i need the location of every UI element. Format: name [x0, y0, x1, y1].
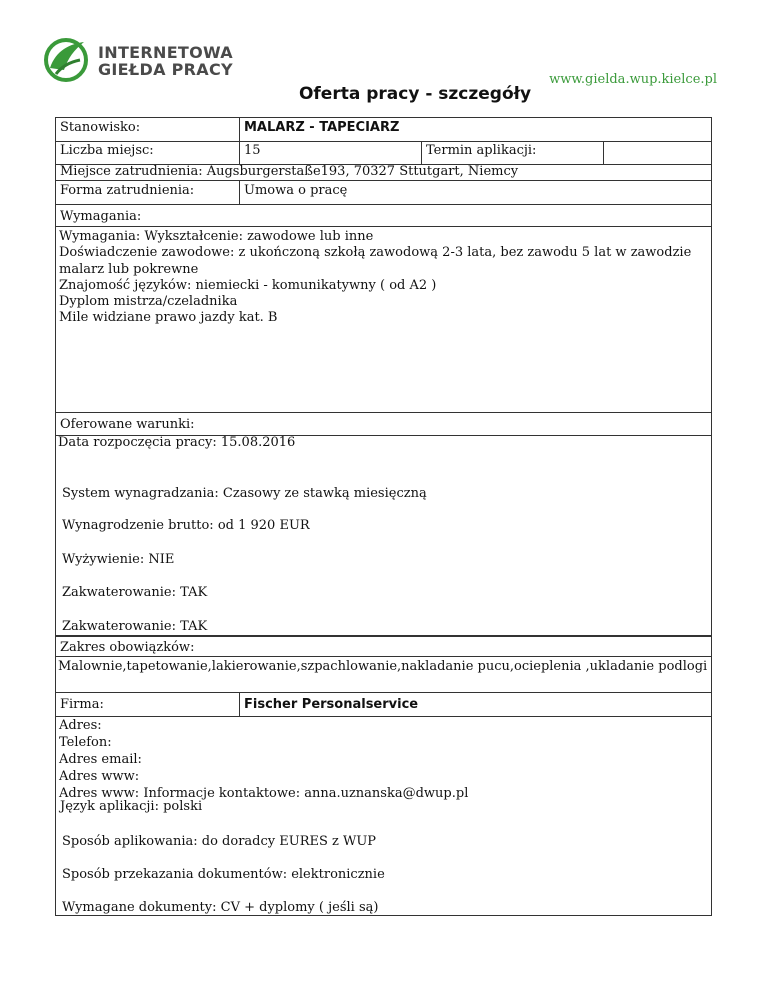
kontakt-lines	[59, 717, 468, 802]
sposob-przekazania: Sposób przekazania dokumentów: elektronicznie	[62, 867, 385, 882]
wymagania-line: Znajomość języków: niemiecki - komunikatywny ( od A2 )	[59, 277, 437, 293]
logo-text	[98, 44, 233, 78]
row-firma	[55, 692, 712, 717]
warunki-item: System wynagradzania: Czasowy ze stawką miesięczną	[62, 486, 427, 501]
wymagane-dokumenty: Wymagane dokumenty: CV + dyplomy ( jeśli są)	[62, 900, 379, 915]
forma-value: Umowa o pracę	[239, 181, 711, 204]
kontakt-line: Adres email:	[59, 752, 142, 767]
page-title: Oferta pracy - szczegóły	[298, 84, 532, 104]
jezyk-aplikacji: Język aplikacji: polski	[60, 799, 203, 814]
kontakt-line: Adres:	[59, 718, 102, 733]
kontakt-line: Telefon:	[59, 735, 112, 750]
warunki-start: Data rozpoczęcia pracy: 15.08.2016	[58, 435, 296, 450]
obowiazki-header-row	[55, 636, 712, 657]
wymagania-lines	[59, 229, 691, 327]
forma-label: Forma zatrudnienia:	[60, 183, 195, 198]
site-url[interactable]: www.gielda.wup.kielce.pl	[549, 72, 717, 87]
termin-value	[603, 141, 711, 164]
wymagania-header: Wymagania:	[60, 209, 142, 224]
obowiazki-body	[55, 656, 712, 693]
wymagania-line: Dyplom mistrza/czeladnika	[59, 294, 238, 310]
warunki-body	[55, 435, 712, 636]
liczba-label: Liczba miejsc:	[60, 143, 154, 158]
warunki-item: Wynagrodzenie brutto: od 1 920 EUR	[62, 518, 310, 533]
row-liczba	[55, 141, 712, 165]
kontakt-body	[55, 716, 712, 916]
logo-line2: GIEŁDA PRACY	[98, 60, 233, 79]
firma-label: Firma:	[60, 697, 104, 712]
stanowisko-label: Stanowisko:	[60, 120, 141, 135]
wymagania-line: malarz lub pokrewne	[59, 261, 199, 277]
kontakt-line: Adres www: Informacje kontaktowe: anna.uznanska@dwup.pl	[59, 786, 469, 801]
row-forma	[55, 180, 712, 205]
kontakt-line: Adres www:	[59, 769, 140, 784]
warunki-header: Oferowane warunki:	[60, 417, 195, 432]
wymagania-line: Doświadczenie zawodowe: z ukończoną szkołą zawodową 2-3 lata, bez zawodu 5 lat w zawodzie	[59, 245, 692, 261]
logo-line1: INTERNETOWA	[98, 43, 233, 62]
obowiazki-header: Zakres obowiązków:	[60, 640, 195, 655]
row-miejsce	[55, 164, 712, 181]
wymagania-header-row	[55, 204, 712, 227]
sposob-aplikowania: Sposób aplikowania: do doradcy EURES z WUP	[62, 834, 377, 849]
obowiazki-text: Malownie,tapetowanie,lakierowanie,szpachlowanie,nakladanie pucu,ocieplenia ,ukladanie podlogi	[58, 659, 708, 674]
miejsce-text: Miejsce zatrudnienia: Augsburgerstaße193, 70327 Sttutgart, Niemcy	[60, 164, 519, 179]
firma-value: Fischer Personalservice	[239, 693, 711, 716]
wymagania-line: Wymagania: Wykształcenie: zawodowe lub inne	[59, 229, 374, 244]
stanowisko-value: MALARZ - TAPECIARZ	[239, 118, 711, 141]
wymagania-line: Mile widziane prawo jazdy kat. B	[59, 310, 278, 326]
termin-label: Termin aplikacji:	[421, 141, 603, 164]
liczba-value: 15	[239, 141, 421, 164]
warunki-item: Zakwaterowanie: TAK	[62, 619, 208, 634]
warunki-item: Wyżywienie: NIE	[62, 552, 175, 567]
row-stanowisko	[55, 117, 712, 142]
warunki-item: Zakwaterowanie: TAK	[62, 585, 208, 600]
warunki-header-row	[55, 412, 712, 436]
wymagania-body	[55, 226, 712, 413]
